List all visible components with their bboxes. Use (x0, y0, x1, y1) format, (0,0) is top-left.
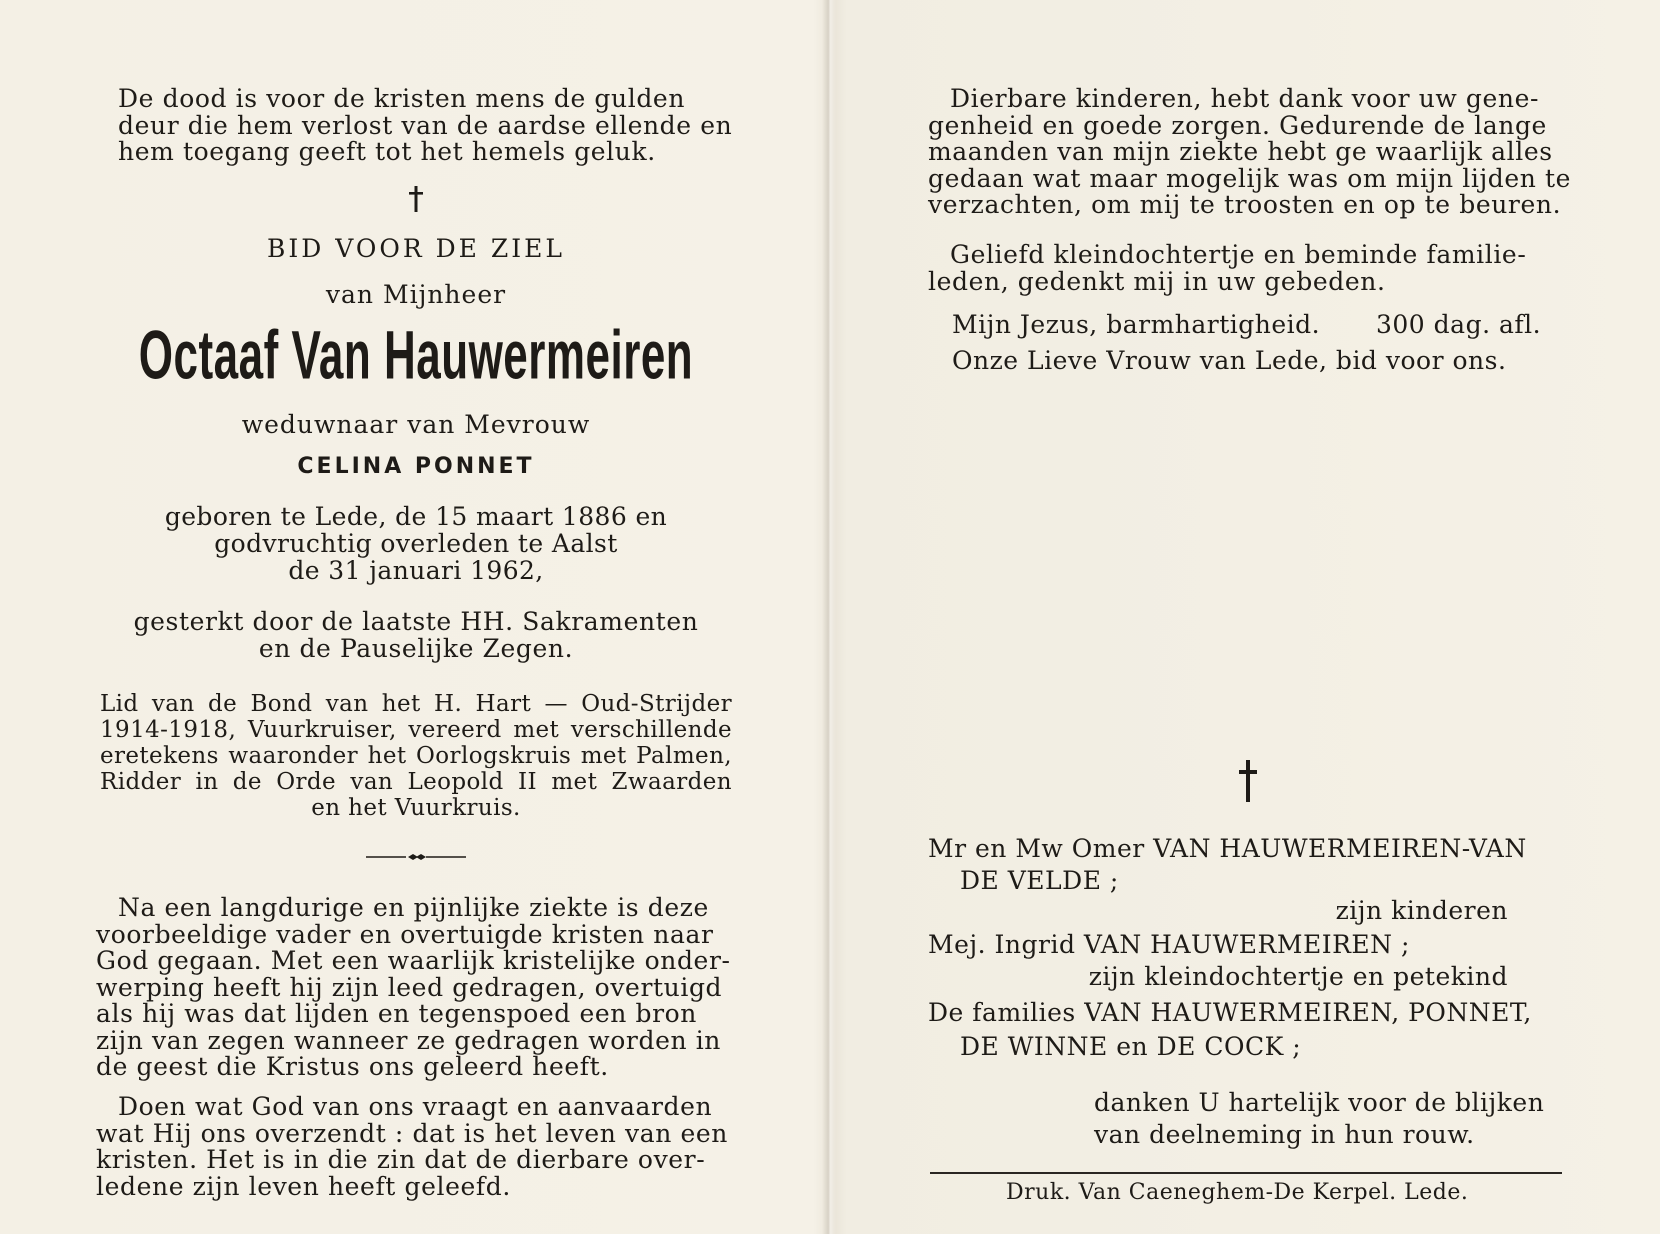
birth-death-line: geboren te Lede, de 15 maart 1886 en (164, 502, 668, 531)
children-paragraph (928, 84, 1572, 219)
illness-line: werping heeft hij zijn leed gedragen, overtuigd (96, 972, 723, 1002)
closing-line: ledene zijn leven heeft geleefd. (96, 1171, 511, 1201)
children-line: gedaan wat maar mogelijk was om mijn lijden te (928, 163, 1572, 193)
illness-line: als hij was dat lijden en tegenspoed een bron (96, 999, 697, 1028)
honours-block (100, 691, 732, 821)
mourner-line: DE VELDE ; (960, 866, 1119, 895)
thanks-line: van deelneming in hun rouw. (1094, 1120, 1475, 1149)
sacraments-block (120, 608, 712, 662)
intro-line: hem toegang geeft tot het hemels geluk. (118, 137, 656, 166)
mourner-line: De families VAN HAUWERMEIREN, PONNET, (928, 998, 1532, 1027)
illness-line: zijn van zegen wanneer ze gedragen worden in (96, 1025, 722, 1055)
footer-rule (930, 1172, 1562, 1174)
illness-line: God gegaan. Met een waarlijk kristelijke onder- (96, 946, 731, 975)
intro-line: De dood is voor de kristen mens de gulden (118, 84, 686, 113)
thanks-line: danken U hartelijk voor de blijken (1094, 1088, 1545, 1117)
of-mister: van Mijnheer (325, 280, 507, 309)
intro-line: deur die hem verlost van de aardse ellende en (118, 110, 733, 140)
sacraments-line: en de Pauselijke Zegen. (258, 634, 574, 663)
birth-death-line: godvruchtig overleden te Aalst (214, 529, 618, 558)
prayer-lady: Onze Lieve Vrouw van Lede, bid voor ons. (952, 346, 1507, 375)
sacraments-line: gesterkt door de laatste HH. Sakramenten (133, 607, 699, 636)
children-line: verzachten, om mij te troosten en op te beuren. (928, 190, 1562, 219)
honours-line: Ridder in de Orde van Leopold II met Zwaarden (100, 769, 732, 795)
family-line: leden, gedenkt mij in uw gebeden. (928, 266, 1386, 296)
indulgence: 300 dag. afl. (1376, 310, 1542, 339)
birth-death-block (120, 503, 712, 584)
honours-line: 1914-1918, Vuurkruiser, vereerd met verschillende (100, 717, 732, 743)
printer-credit: Druk. Van Caeneghem-De Kerpel. Lede. (1006, 1180, 1469, 1205)
mourner-role: zijn kinderen (1335, 896, 1508, 925)
illness-line: voorbeeldige vader en overtuigde kristen naar (96, 919, 714, 949)
widower-of: weduwnaar van Mevrouw (241, 410, 591, 439)
mourner-role: zijn kleindochtertje en petekind (1088, 962, 1508, 991)
closing-line: Doen wat God van ons vraagt en aanvaarden (118, 1092, 713, 1121)
honours-line: Lid van de Bond van het H. Hart — Oud-Strijder (100, 691, 732, 717)
closing-paragraph (96, 1094, 736, 1200)
family-paragraph (928, 242, 1568, 295)
deceased-name: Octaaf Van Hauwermeiren (138, 318, 694, 395)
illness-paragraph (96, 895, 736, 1081)
right-panel (836, 0, 1660, 1234)
prayer-jesus: Mijn Jezus, barmhartigheid. (952, 310, 1321, 339)
birth-death-line: de 31 januari 1962, (288, 556, 544, 585)
intro-paragraph (118, 84, 733, 166)
mourner-line: Mr en Mw Omer VAN HAUWERMEIREN-VAN (928, 834, 1527, 863)
wife-name: CELINA PONNET (297, 454, 535, 479)
honours-line: eretekens waaronder het Oorlogskruis met Palmen, (100, 743, 732, 769)
cross-icon (408, 184, 424, 214)
children-line: maanden van mijn ziekte hebt ge waarlijk alles (928, 137, 1553, 166)
mourner-line: DE WINNE en DE COCK ; (960, 1032, 1302, 1061)
illness-line: Na een langdurige en pijnlijke ziekte is deze (118, 893, 709, 922)
closing-line: kristen. Het is in die zin dat de dierbare over- (96, 1145, 706, 1174)
illness-line: de geest die Kristus ons geleerd heeft. (96, 1052, 609, 1081)
cross-icon (1238, 758, 1258, 804)
children-line: Dierbare kinderen, hebt dank voor uw gene- (950, 84, 1540, 113)
closing-line: wat Hij ons overzendt : dat is het leven van een (96, 1118, 728, 1148)
divider-ornament (366, 852, 466, 862)
mourner-line: Mej. Ingrid VAN HAUWERMEIREN ; (928, 930, 1410, 959)
children-line: genheid en goede zorgen. Gedurende de lange (928, 110, 1547, 140)
pray-for-soul: BID VOOR DE ZIEL (267, 234, 565, 263)
family-line: Geliefd kleindochtertje en beminde familie- (950, 240, 1527, 269)
honours-line: en het Vuurkruis. (311, 795, 521, 821)
